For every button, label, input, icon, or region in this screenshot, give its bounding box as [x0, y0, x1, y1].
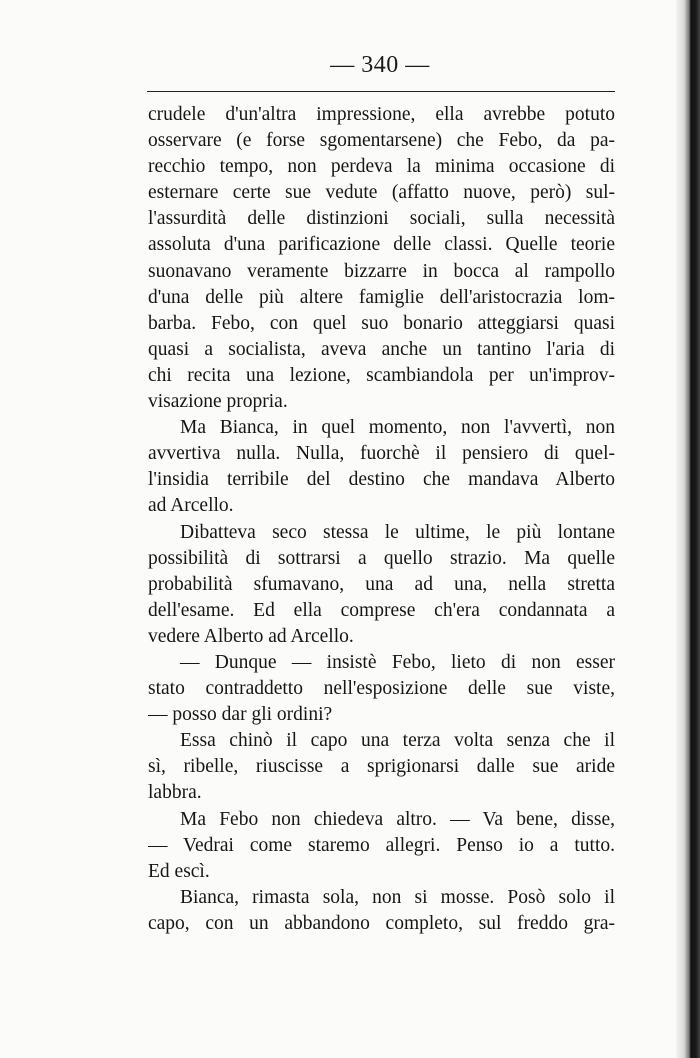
text-line: l'insidia terribile del destino che mandava Alberto: [148, 469, 615, 491]
paragraph-end-line: labbra.: [148, 782, 202, 804]
paragraph-end-line: — posso dar gli ordini?: [148, 704, 333, 726]
text-line: capo, con un abbandono completo, sul freddo gra-: [148, 912, 615, 934]
page-binding-edge: [676, 0, 700, 1058]
text-line: possibilità di sottrarsi a quello strazio. Ma quelle: [148, 547, 615, 569]
page-number: — 340 —: [330, 52, 430, 78]
text-line: l'assurdità delle distinzioni sociali, sulla necessità: [148, 208, 615, 230]
paragraph-end-line: vedere Alberto ad Arcello.: [148, 625, 354, 647]
paragraph-end-line: Ed escì.: [148, 860, 210, 882]
text-line: recchio tempo, non perdeva la minima occasione di: [148, 156, 615, 178]
text-line: assoluta d'una parificazione delle classi. Quelle teorie: [148, 234, 615, 256]
paragraph-start-line: Ma Febo non chiedeva altro. — Va bene, disse,: [180, 808, 615, 830]
paragraph-end-line: ad Arcello.: [148, 495, 234, 517]
text-line: chi recita una lezione, scambiandola per un'improv-: [148, 364, 615, 386]
text-line: quasi a socialista, aveva anche un tantino l'aria di: [148, 338, 615, 360]
body-text: [148, 102, 615, 937]
text-line: dell'esame. Ed ella comprese ch'era condannata a: [148, 599, 615, 621]
text-line: crudele d'un'altra impressione, ella avrebbe potuto: [148, 104, 615, 125]
paragraph-start-line: — Dunque — insistè Febo, lieto di non esser: [180, 651, 615, 673]
paragraph-start-line: Essa chinò il capo una terza volta senza che il: [180, 730, 615, 752]
paragraph-end-line: visazione propria.: [148, 391, 288, 413]
text-line: probabilità sfumavano, una ad una, nella stretta: [148, 573, 615, 595]
text-line: suonavano veramente bizzarre in bocca al rampollo: [148, 260, 615, 282]
text-line: avvertiva nulla. Nulla, fuorchè il pensiero di quel-: [148, 443, 615, 465]
text-line: — Vedrai come staremo allegri. Penso io a tutto.: [148, 834, 615, 856]
paragraph-start-line: Bianca, rimasta sola, non si mosse. Posò solo il: [180, 886, 615, 908]
text-line: sì, ribelle, riuscisse a sprigionarsi dalle sue aride: [148, 756, 615, 778]
text-line: stato contraddetto nell'esposizione delle sue viste,: [148, 678, 615, 700]
text-line: barba. Febo, con quel suo bonario atteggiarsi quasi: [148, 312, 615, 334]
text-line: osservare (e forse sgomentarsene) che Febo, da pa-: [148, 130, 615, 152]
paragraph-start-line: Dibatteva seco stessa le ultime, le più lontane: [180, 521, 615, 543]
paragraph-start-line: Ma Bianca, in quel momento, non l'avvertì, non: [180, 417, 615, 439]
text-line: d'una delle più altere famiglie dell'aristocrazia lom-: [148, 286, 615, 308]
text-line: esternare certe sue vedute (affatto nuove, però) sul-: [148, 182, 615, 204]
header-rule: [147, 91, 615, 92]
